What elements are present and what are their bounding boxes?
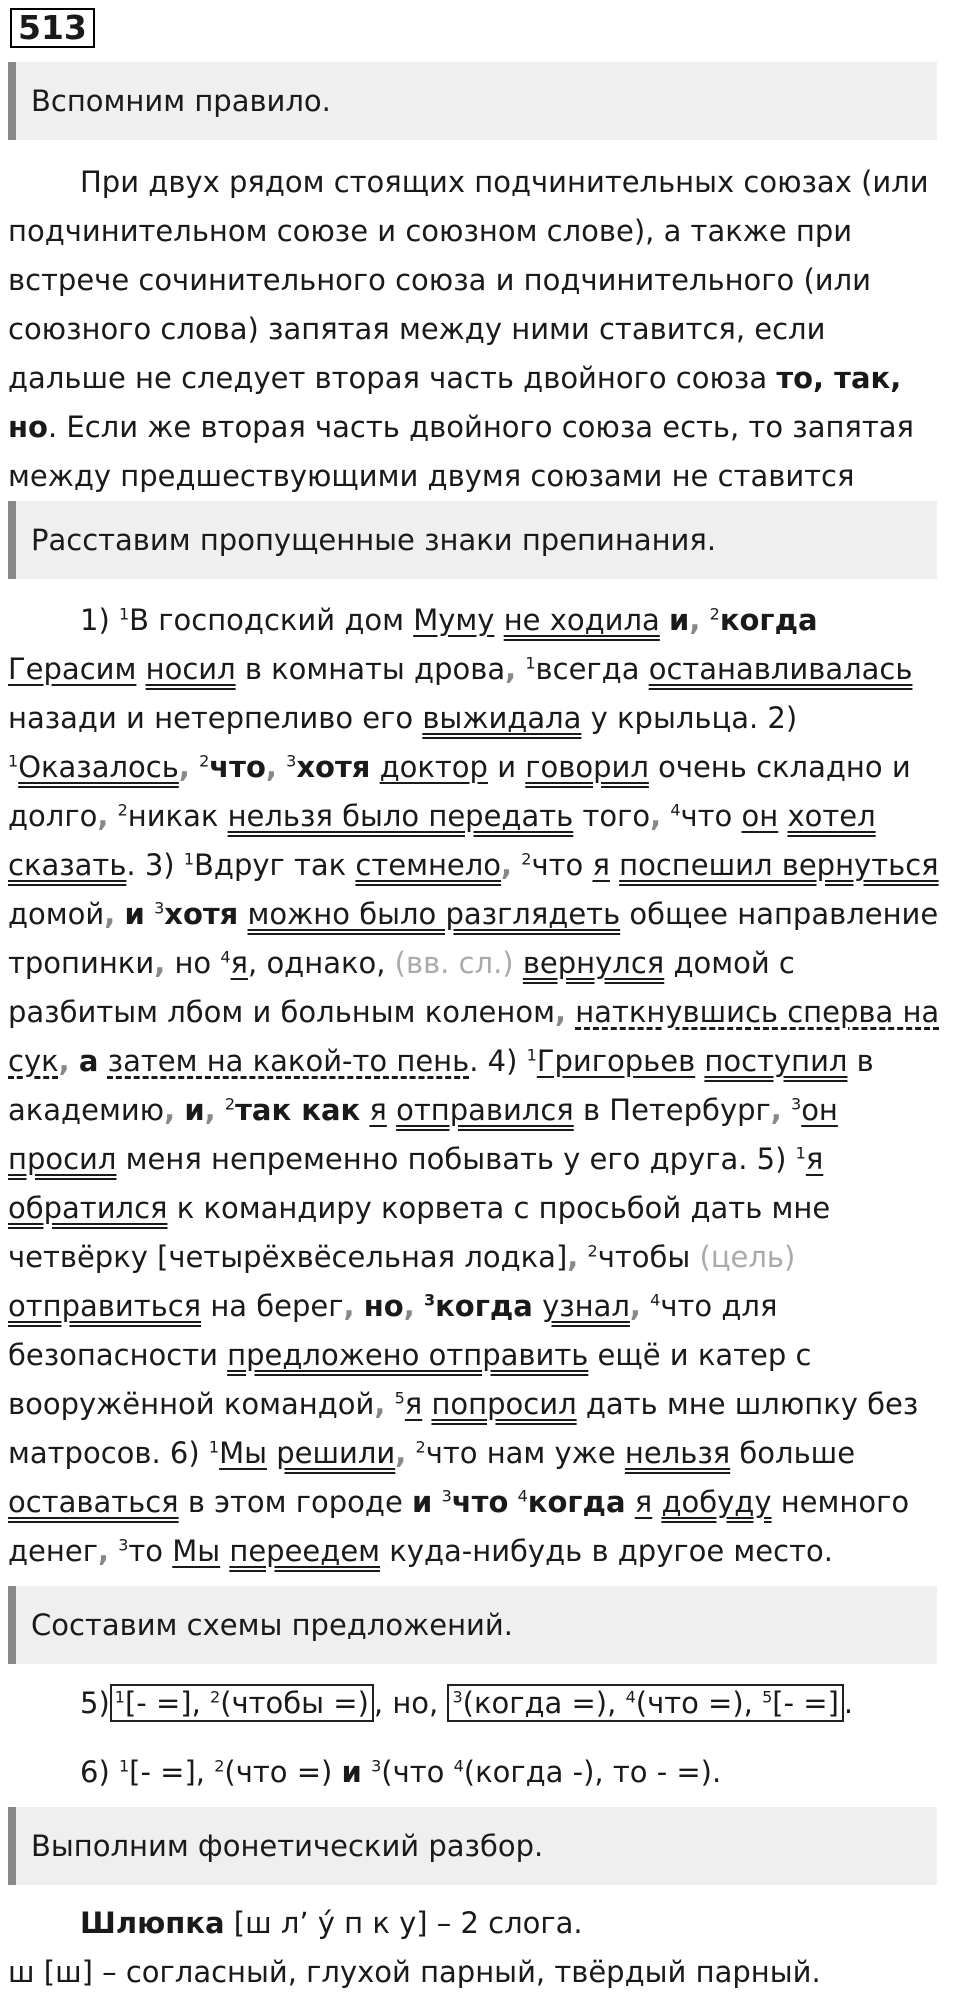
predicate-okazalos: Оказалось: [18, 750, 179, 784]
predicate-ostanavl: останавливалась: [648, 652, 913, 686]
predicate-poprosil: попросил: [431, 1387, 577, 1421]
s5-text-a: к командиру корвета с просьбой дать мне четвёрку [четырёхвёсельная лодка]: [8, 1191, 831, 1274]
predicate-nelzya-peredat: нельзя было передать: [227, 799, 574, 833]
predicate-dobudu: добуду: [661, 1485, 772, 1519]
subject-on: он: [741, 799, 779, 833]
s5-text-d: ещё и катер с вооружённой командой: [8, 1338, 812, 1421]
s4-text-b: в Петербург: [582, 1093, 771, 1127]
s1-text-b: в комнаты дрова: [244, 652, 506, 686]
s4-text-c: меня непременно побывать у его друга.: [125, 1142, 748, 1176]
task-number: 513: [10, 8, 95, 48]
predicate-uznal: узнал: [542, 1289, 630, 1323]
s5-text-c: для безопасности: [8, 1289, 778, 1372]
heading-rule: Вспомним правило.: [8, 62, 937, 140]
predicate-mozhno: можно было разглядеть: [247, 897, 621, 931]
rule-text-1: При двух рядом стоящих подчинительных союзах (или подчинительном союзе и союзном слове), а также при встрече сочинительного союза и подчинительного (или союзного слова) запятая между ними ставится, если дальше не следует вторая часть двойного союза: [8, 165, 929, 395]
predicate-vyzhidala: выжидала: [422, 701, 582, 735]
phonetic-word: Шлюпка: [80, 1906, 225, 1940]
scheme-5-box-b: $^3$(когда =), $^4$(что =), $^5$[- =]: [447, 1684, 843, 1722]
participle-natknuv: наткнувшись сперва на сук: [8, 995, 940, 1078]
s3-vdrug: Вдруг так: [194, 848, 347, 882]
subject-mumu: Муму: [413, 603, 495, 637]
word-bolshe: больше: [739, 1436, 856, 1470]
predicate-pereedem: переедем: [229, 1534, 381, 1568]
s4-number: 4): [487, 1044, 518, 1078]
predicate-nelzya: нельзя: [624, 1436, 731, 1470]
predicate-obratilsya: обратился: [8, 1191, 168, 1225]
heading-schemes: Составим схемы предложений.: [8, 1586, 937, 1664]
predicate-govoril: говорил: [525, 750, 649, 784]
s3-text-a: общее направление тропинки: [8, 897, 939, 980]
s6-text-a: нам уже: [486, 1436, 616, 1470]
predicate-nosil: носил: [145, 652, 236, 686]
predicate-prosil: просил: [8, 1142, 117, 1176]
s1-number: 1): [80, 603, 110, 637]
rule-paragraph: [8, 158, 948, 501]
s5-text-e: дать мне шлюпку без матросов.: [8, 1387, 919, 1470]
s1-text-c: назади и нетерпеливо его: [8, 701, 414, 735]
heading-phonetic: Выполним фонетический разбор.: [8, 1807, 937, 1885]
phonetic-word-line: [80, 1903, 583, 1943]
s6-number: 6): [169, 1436, 200, 1470]
subject-my-2: Мы: [172, 1534, 221, 1568]
word-vsegda: всегда: [535, 652, 640, 686]
conj-a: а: [78, 1044, 99, 1078]
subject-ya: я: [592, 848, 610, 882]
subject-grigoriev: Григорьев: [536, 1044, 696, 1078]
conj-tak-kak: так как: [235, 1093, 361, 1127]
sentences-paragraph: 1) $^1$В господский дом Муму не ходила и, $^2$когда Герасим носил в комнаты дрова, $^1$всегда останавливалась назади и нетерпеливо его выжидала у крыльца. 2) $^1$Оказалось, $^2$что, $^3$хотя доктор и говорил очень складно и долго, $^2$никак нельзя было передать того, $^4$что он хотел сказать. 3) $^1$Вдруг так стемнело, $^2$что я поспешил вернуться домой, и $^3$хотя можно было разглядеть общее направление тропинки, но $^4$я, однако, (вв. сл.) вернулся домой с разбитым лбом и больным коленом, наткнувшись сперва на сук, а затем на какой-то пень. 4) $^1$Григорьев поступил в академию, и, $^2$так как я отправился в Петербург, $^3$он просил меня непременно побывать у его друга. 5) $^1$я обратился к командиру корвета с просьбой дать мне четвёрку [четырёхвёсельная лодка], $^2$чтобы (цель) отправиться на берег, но, $^3$когда узнал, $^4$что для безопасности предложено отправить ещё и катер с вооружённой командой, $^5$я попросил дать мне шлюпку без матросов. 6) $^1$Мы решили, $^2$что нам уже нельзя больше оставаться в этом городе и $^3$что $^4$когда я добуду немного денег, $^3$то Мы переедем куда-нибудь в другое место.: [8, 603, 940, 1568]
heading-punctuation: Расставим пропущенные знаки препинания.: [8, 501, 937, 579]
s6-text-d: куда-нибудь в другое место.: [389, 1534, 833, 1568]
conj-chto: что: [209, 750, 266, 784]
predicate-predlozheno: предложено отправить: [227, 1338, 589, 1372]
note-cel: (цель): [699, 1240, 796, 1274]
conj-kogda: когда: [719, 603, 818, 637]
s1-text-d: у крыльца.: [590, 701, 759, 735]
predicate-reshili: решили: [276, 1436, 396, 1470]
participle-zatem: затем на какой-то пень: [107, 1044, 470, 1078]
s4-text-a: в академию: [8, 1044, 874, 1127]
s5-text-b: на берег: [210, 1289, 344, 1323]
word-chto: что: [680, 799, 733, 833]
s2-text-a: очень складно и долго: [8, 750, 911, 833]
s3-text-b: домой с разбитым лбом и больным коленом: [8, 946, 795, 1029]
phonetic-line-2: ш [ш] – согласный, глухой парный, твёрдый парный.: [8, 1955, 821, 1989]
word-odnako: однако: [266, 946, 377, 980]
word-nikak: никак: [127, 799, 219, 833]
conj-hotya: хотя: [296, 750, 371, 784]
subject-my: Мы: [219, 1436, 268, 1470]
predicate-otpravitsya: отправиться: [8, 1289, 202, 1323]
predicate-stemnelo: стемнело: [355, 848, 502, 882]
conj-i: и: [669, 603, 690, 637]
conj-chtoby: чтобы: [597, 1240, 691, 1274]
subject-doktor: доктор: [379, 750, 488, 784]
rule-bold: то, так, но: [8, 361, 902, 444]
scheme-5-box-a: $^1$[- =], $^2$(чтобы =): [110, 1684, 374, 1722]
predicate-ostavatsya: оставаться: [8, 1485, 179, 1519]
s6-text-b: в этом городе: [187, 1485, 403, 1519]
s5-number: 5): [756, 1142, 787, 1176]
word-to: то: [128, 1534, 164, 1568]
predicate-pospeshil: поспешил вернуться: [619, 848, 939, 882]
subject-gerasim: Герасим: [8, 652, 137, 686]
s1-text-a: В господский дом: [129, 603, 405, 637]
predicate-vernulsya: вернулся: [522, 946, 665, 980]
s2-number: 2): [767, 701, 798, 735]
predicate-otpravilsya: отправился: [396, 1093, 574, 1127]
scheme-5: 5) $^1$[- =], $^2$(чтобы =) , но, $^3$(когда =), $^4$(что =), $^5$[- =] .: [80, 1686, 854, 1720]
word-togo: того: [582, 799, 651, 833]
s3-number: 3): [144, 848, 175, 882]
predicate-postupil: поступил: [704, 1044, 848, 1078]
conj-no: но: [174, 946, 212, 980]
predicate-ne-hodila: не ходила: [503, 603, 660, 637]
rule-text-2: . Если же вторая часть двойного союза есть, то запятая между предшествующими двумя союзами не ставится: [8, 410, 914, 493]
s6-text-c: немного денег: [8, 1485, 910, 1568]
note-vvodnoe: (вв. сл.): [394, 946, 514, 980]
word-domoy: домой: [8, 897, 105, 931]
predicate-hotel-skazat: хотел сказать: [8, 799, 876, 882]
phonetic-transcription: [ш л’ у́ п к у] – 2 слога.: [224, 1906, 583, 1940]
scheme-6: 6) $^1$[- =], $^2$(что =) и $^3$(что $^4$(когда -), то - =).: [80, 1755, 722, 1789]
